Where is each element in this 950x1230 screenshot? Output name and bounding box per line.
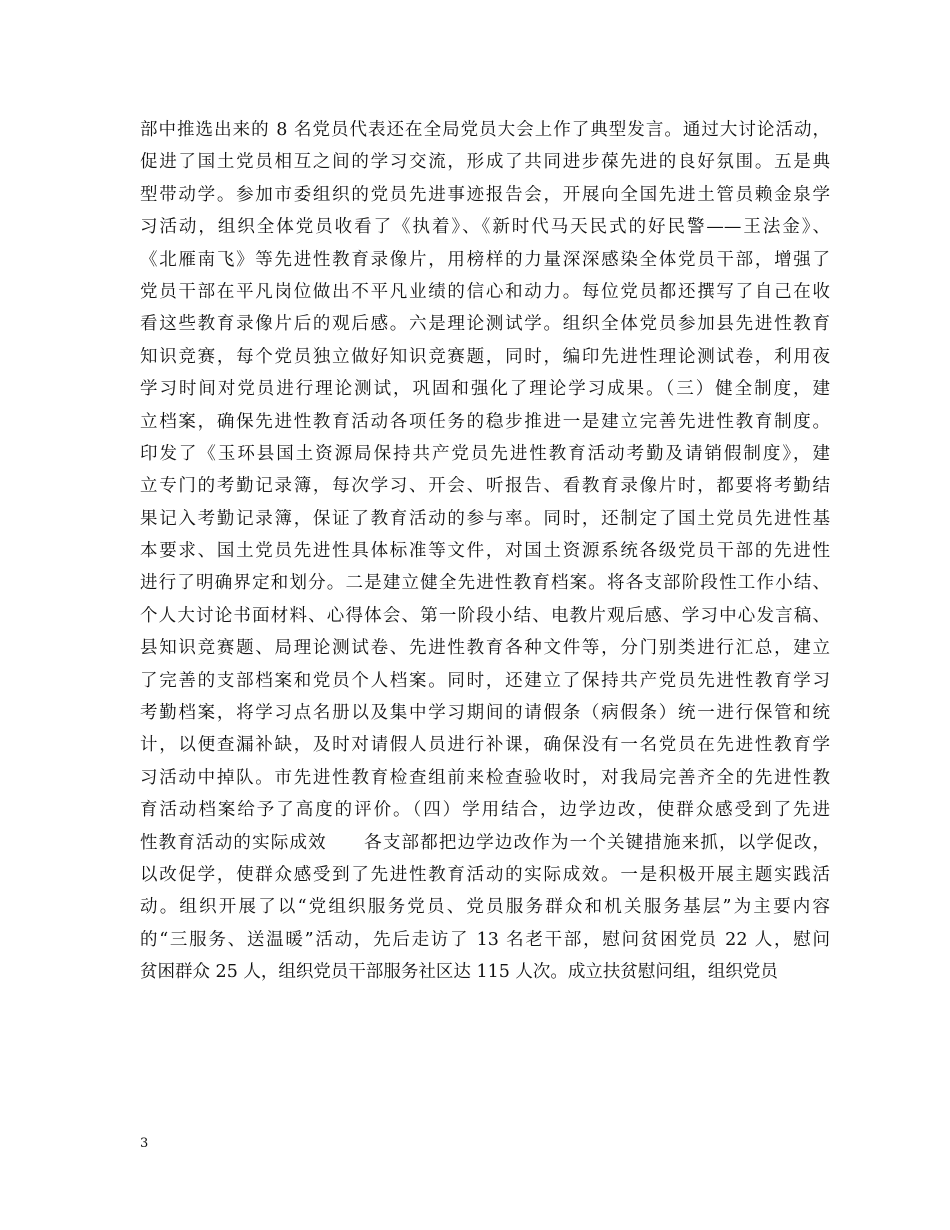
text-line: 动。组织开展了以“党组织服务党员、党员服务群众和机关服务基层”为主要内容 [140,897,830,918]
text-line: 育活动档案给予了高度的评价。（四）学用结合，边学边改，使群众感受到了先进 [140,800,830,821]
text-line: 看这些教育录像片后的观后感。六是理论测试学。组织全体党员参加县先进性教育 [140,314,830,335]
text-line: 进行了明确界定和划分。二是建立健全先进性教育档案。将各支部阶段性工作小结、 [140,573,830,594]
text-line: 促进了国土党员相互之间的学习交流，形成了共同进步葆先进的良好氛围。五是典 [140,152,830,173]
text-line: 县知识竞赛题、局理论测试卷、先进性教育各种文件等，分门别类进行汇总，建立 [140,638,830,659]
text-line: 的“三服务、送温暖”活动，先后走访了 13 名老干部，慰问贫困党员 22 人，慰问 [140,929,830,950]
text-line: 知识竞赛，每个党员独立做好知识竞赛题，同时，编印先进性理论测试卷，利用夜 [140,346,830,367]
text-line: 本要求、国土党员先进性具体标准等文件，对国土资源系统各级党员干部的先进性 [140,541,830,562]
text-line: 学习时间对党员进行理论测试，巩固和强化了理论学习成果。（三）健全制度，建 [140,379,830,400]
text-line: 党员干部在平凡岗位做出不平凡业绩的信心和动力。每位党员都还撰写了自己在收 [140,281,830,302]
text-line: 考勤档案，将学习点名册以及集中学习期间的请假条（病假条）统一进行保管和统 [140,703,830,724]
text-line: 型带动学。参加市委组织的党员先进事迹报告会，开展向全国先进土管员赖金泉学 [140,184,830,205]
text-line: 了完善的支部档案和党员个人档案。同时，还建立了保持共产党员先进性教育学习 [140,670,830,691]
text-line: 计，以便查漏补缺，及时对请假人员进行补课，确保没有一名党员在先进性教育学 [140,735,830,756]
text-line: 果记入考勤记录簿，保证了教育活动的参与率。同时，还制定了国土党员先进性基 [140,508,830,529]
text-line: 习活动，组织全体党员收看了《执着》、《新时代马天民式的好民警——王法金》、 [140,217,830,238]
text-line: 习活动中掉队。市先进性教育检查组前来检查验收时，对我局完善齐全的先进性教 [140,767,830,788]
text-line: 贫困群众 25 人，组织党员干部服务社区达 115 人次。成立扶贫慰问组，组织党员 [140,962,778,983]
text-line: 以改促学，使群众感受到了先进性教育活动的实际成效。一是积极开展主题实践活 [140,864,830,885]
body-text [140,114,830,989]
text-line: 个人大讨论书面材料、心得体会、第一阶段小结、电教片观后感、学习中心发言稿、 [140,605,830,626]
page-number: 3 [140,1136,149,1151]
text-line: 部中推选出来的 8 名党员代表还在全局党员大会上作了典型发言。通过大讨论活动， [140,120,830,140]
text-line: 性教育活动的实际成效 各支部都把边学边改作为一个关键措施来抓，以学促改， [140,832,830,853]
text-line: 印发了《玉环县国土资源局保持共产党员先进性教育活动考勤及请销假制度》，建 [140,443,830,464]
text-line: 立专门的考勤记录簿，每次学习、开会、听报告、看教育录像片时，都要将考勤结 [140,476,830,497]
text-line: 《北雁南飞》等先进性教育录像片，用榜样的力量深深感染全体党员干部，增强了 [140,249,830,270]
text-line: 立档案，确保先进性教育活动各项任务的稳步推进一是建立完善先进性教育制度。 [140,411,830,432]
